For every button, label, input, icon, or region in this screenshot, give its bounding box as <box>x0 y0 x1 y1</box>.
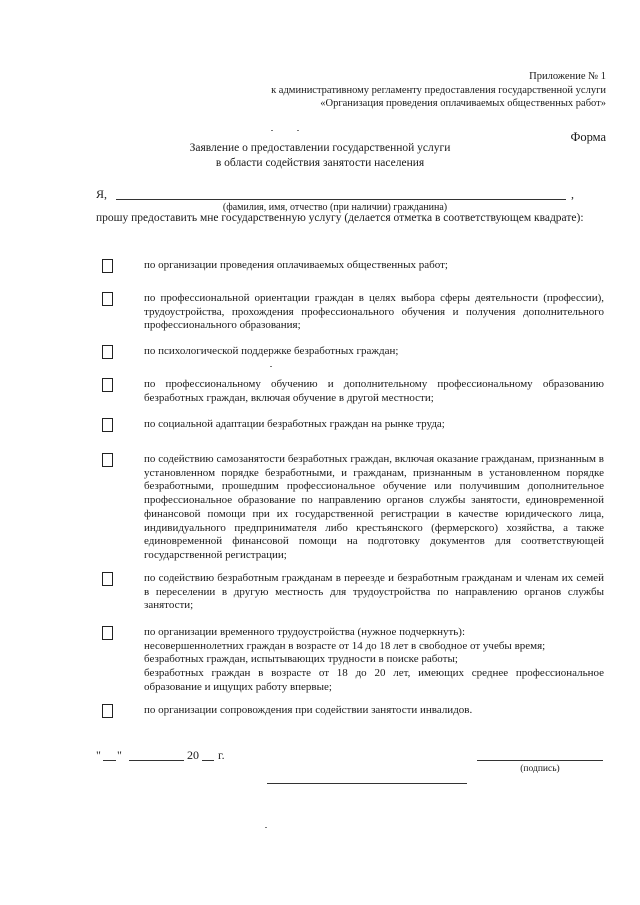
scan-speck <box>297 130 299 131</box>
date-row <box>96 748 296 766</box>
appendix-regulation: к административному регламенту предоставления государственной услуги <box>271 84 606 96</box>
date-year-field[interactable] <box>202 760 214 761</box>
appendix-header <box>271 70 606 111</box>
title-line-2: в области содействия занятости населения <box>215 157 425 169</box>
date-month-field[interactable] <box>129 760 184 761</box>
signature-field[interactable] <box>477 760 603 761</box>
checkbox-professional-training[interactable] <box>102 378 113 392</box>
checkbox-psychological-support[interactable] <box>102 345 113 359</box>
request-text: прошу предоставить мне государственную услугу (делается отметка в соответствующем квадрате): <box>96 212 584 224</box>
date-day-field[interactable] <box>103 760 116 761</box>
applicant-name-field[interactable] <box>116 199 566 200</box>
option-self-employment-text: по содействию самозанятости безработных граждан, включая оказание гражданам, признанным в установленном порядке безработными, и гражданам, признанным в установленном порядке безработными, прошедшим профессиональное обучение или получившим дополнительное профессиональное образование по направлению органов службы занятости, единовременной финансовой помощи при их государственной регистрации в качестве юридического лица, индивидуального предпринимателя либо крестьянского (фермерского) хозяйства, а также единовременной финансовой помощи на подготовку документов для соответствующей государственной регистрации; <box>144 453 604 561</box>
checkbox-career-guidance[interactable] <box>102 292 113 306</box>
form-label: Форма <box>570 130 606 144</box>
option-disability-support-text: по организации сопровождения при содействии занятости инвалидов. <box>144 704 473 716</box>
option-temporary-employment-text: по организации временного трудоустройства (нужное подчеркнуть): несовершеннолетних граждан в возрасте от 14 до 18 лет в свободное от учебы время; безработных граждан, испытывающих трудности в поиске работы; безработных граждан в возрасте от 18 до 20 лет, имеющих среднее профессиональное образование и ищущих работу впервые; <box>144 626 604 693</box>
applicant-prefix: Я, <box>96 187 108 201</box>
applicant-name-hint: (фамилия, имя, отчество (при наличии) гражданина) <box>222 202 448 213</box>
scan-speck <box>265 827 267 828</box>
appendix-number: Приложение № 1 <box>529 71 606 82</box>
applicant-name-row <box>96 187 574 203</box>
checkbox-public-works[interactable] <box>102 259 113 273</box>
date-year-prefix: 20 <box>187 748 199 762</box>
applicant-suffix: , <box>571 187 574 201</box>
checkbox-self-employment[interactable] <box>102 453 113 467</box>
title-line-1: Заявление о предоставлении государственной услуги <box>189 142 451 154</box>
document-title <box>0 141 640 171</box>
checkbox-disability-support[interactable] <box>102 704 113 718</box>
option-career-guidance-text: по профессиональной ориентации граждан в целях выбора сферы деятельности (профессии), трудоустройства, прохождения профессионального обучения и получения дополнительного профессионального образования; <box>144 292 604 332</box>
scan-speck <box>271 130 273 131</box>
scan-speck <box>270 366 272 367</box>
date-year-suffix: г. <box>218 748 225 762</box>
option-professional-training-text: по профессиональному обучению и дополнительному профессиональному образованию безработных граждан, включая обучение в другой местности; <box>144 378 604 404</box>
checkbox-social-adaptation[interactable] <box>102 418 113 432</box>
option-psychological-support-text: по психологической поддержке безработных граждан; <box>144 345 399 357</box>
checkbox-relocation[interactable] <box>102 572 113 586</box>
date-close-quote: " <box>117 748 122 762</box>
option-relocation-text: по содействию безработным гражданам в переезде и безработным гражданам и членам их семей в переселении в другую местность для трудоустройства по направлению органов службы занятости; <box>144 572 604 612</box>
bottom-underline[interactable] <box>267 783 467 784</box>
option-social-adaptation-text: по социальной адаптации безработных граждан на рынке труда; <box>144 418 445 430</box>
checkbox-temporary-employment[interactable] <box>102 626 113 640</box>
date-open-quote: " <box>96 748 101 762</box>
signature-hint: (подпись) <box>520 764 560 774</box>
option-public-works-text: по организации проведения оплачиваемых общественных работ; <box>144 259 448 271</box>
appendix-service-name: «Организация проведения оплачиваемых общественных работ» <box>320 98 606 109</box>
